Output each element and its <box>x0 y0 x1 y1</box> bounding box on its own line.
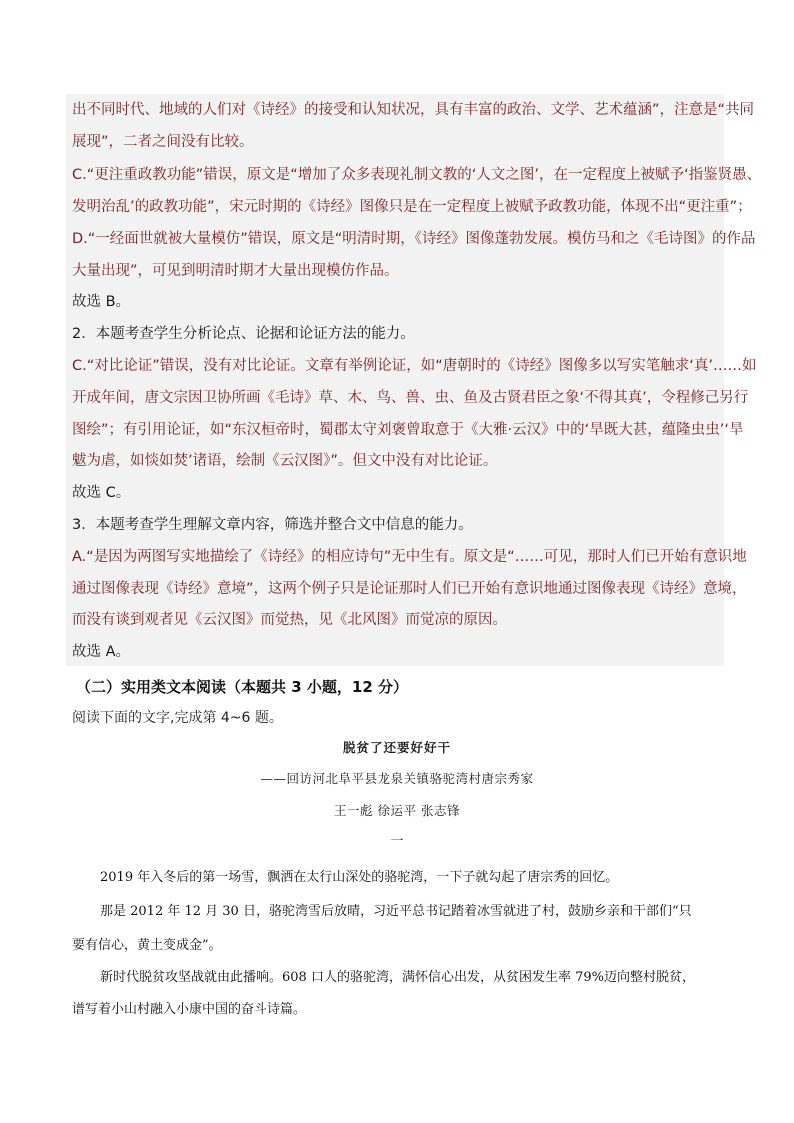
answer-line: 而没有谈到观者见《云汉图》而觉热，见《北风图》而觉凉的原因。 <box>72 612 507 628</box>
answer-line: 大量出现”，可见到明清时期才大量出现模仿作品。 <box>72 263 399 279</box>
answer-line: 图绘”；有引用论证，如“东汉桓帝时，蜀郡太守刘褒曾取意于《大雅·云汉》中的‘旱既大甚，蕴隆虫虫’‘旱 <box>72 422 744 438</box>
answer-line: 发明治乱’的政教功能”，宋元时期的《诗经》图像只是在一定程度上被赋予政教功能，体现不出“更注重”； <box>72 199 752 215</box>
answer-choice: 故选 A。 <box>72 644 131 660</box>
answer-line: C.“对比论证”错误，没有对比论证。文章有举例论证，如“唐朝时的《诗经》图像多以写实笔触求‘真’……如 <box>72 358 757 374</box>
article-paragraph-continued: 要有信心，黄土变成金”。 <box>72 938 222 953</box>
answer-line: A.“是因为两图写实地描绘了《诗经》的相应诗句”无中生有。原文是“……可见，那时人们已开始有意识地 <box>72 549 747 565</box>
article-section-number: 一 <box>390 834 404 849</box>
answer-choice: 故选 C。 <box>72 485 131 501</box>
answer-choice: 故选 B。 <box>72 294 131 310</box>
section-heading: （二）实用类文本阅读（本题共 3 小题，12 分） <box>76 678 408 696</box>
question-analysis: 2．本题考查学生分析论点、论据和论证方法的能力。 <box>72 326 415 342</box>
answer-line: C.“更注重政教功能”错误，原文是“增加了众多表现礼制文教的‘人文之图’，在一定程度上被赋予‘指鉴贤愚、 <box>72 167 762 183</box>
answer-line: 魃为虐，如惔如焚’诸语，绘制《云汉图》”。但文中没有对比论证。 <box>72 453 498 469</box>
answer-line: 开成年间，唐文宗因卫协所画《毛诗》草、木、鸟、兽、虫、鱼及古贤君臣之象‘不得其真’，令程修己另行 <box>72 390 749 406</box>
answer-line: 出不同时代、地域的人们对《诗经》的接受和认知状况，具有丰富的政治、文学、艺术蕴涵”，注意是“共同 <box>72 102 755 118</box>
article-subtitle: ——回访河北阜平县龙泉关镇骆驼湾村唐宗秀家 <box>260 771 534 786</box>
answer-line: 展现”，二者之间没有比较。 <box>72 134 254 150</box>
article-paragraph-continued: 谱写着小山村融入小康中国的奋斗诗篇。 <box>72 1002 307 1017</box>
question-analysis: 3．本题考查学生理解文章内容，筛选并整合文中信息的能力。 <box>72 517 473 533</box>
article-paragraph: 那是 2012 年 12 月 30 日，骆驼湾雪后放晴，习近平总书记踏着冰雪就进了村，鼓励乡亲和干部们“只 <box>100 904 692 919</box>
article-paragraph: 新时代脱贫攻坚战就由此播响。608 口人的骆驼湾，满怀信心出发，从贫困发生率 79%迈向整村脱贫， <box>100 970 695 985</box>
article-authors: 王一彪 徐运平 张志锋 <box>334 803 460 818</box>
article-paragraph: 2019 年入冬后的第一场雪，飘洒在太行山深处的骆驼湾，一下子就勾起了唐宗秀的回忆。 <box>100 870 619 885</box>
answer-line: D.“一经面世就被大量模仿”错误，原文是“明清时期，《诗经》图像蓬勃发展。模仿马和之《毛诗图》的作品 <box>72 231 756 247</box>
article-title: 脱贫了还要好好干 <box>342 740 451 755</box>
reading-instruction: 阅读下面的文字,完成第 4~6 题。 <box>72 710 283 726</box>
answer-line: 通过图像表现《诗经》意境”，这两个例子只是论证那时人们已开始有意识地通过图像表现《诗经》意境， <box>72 581 747 597</box>
